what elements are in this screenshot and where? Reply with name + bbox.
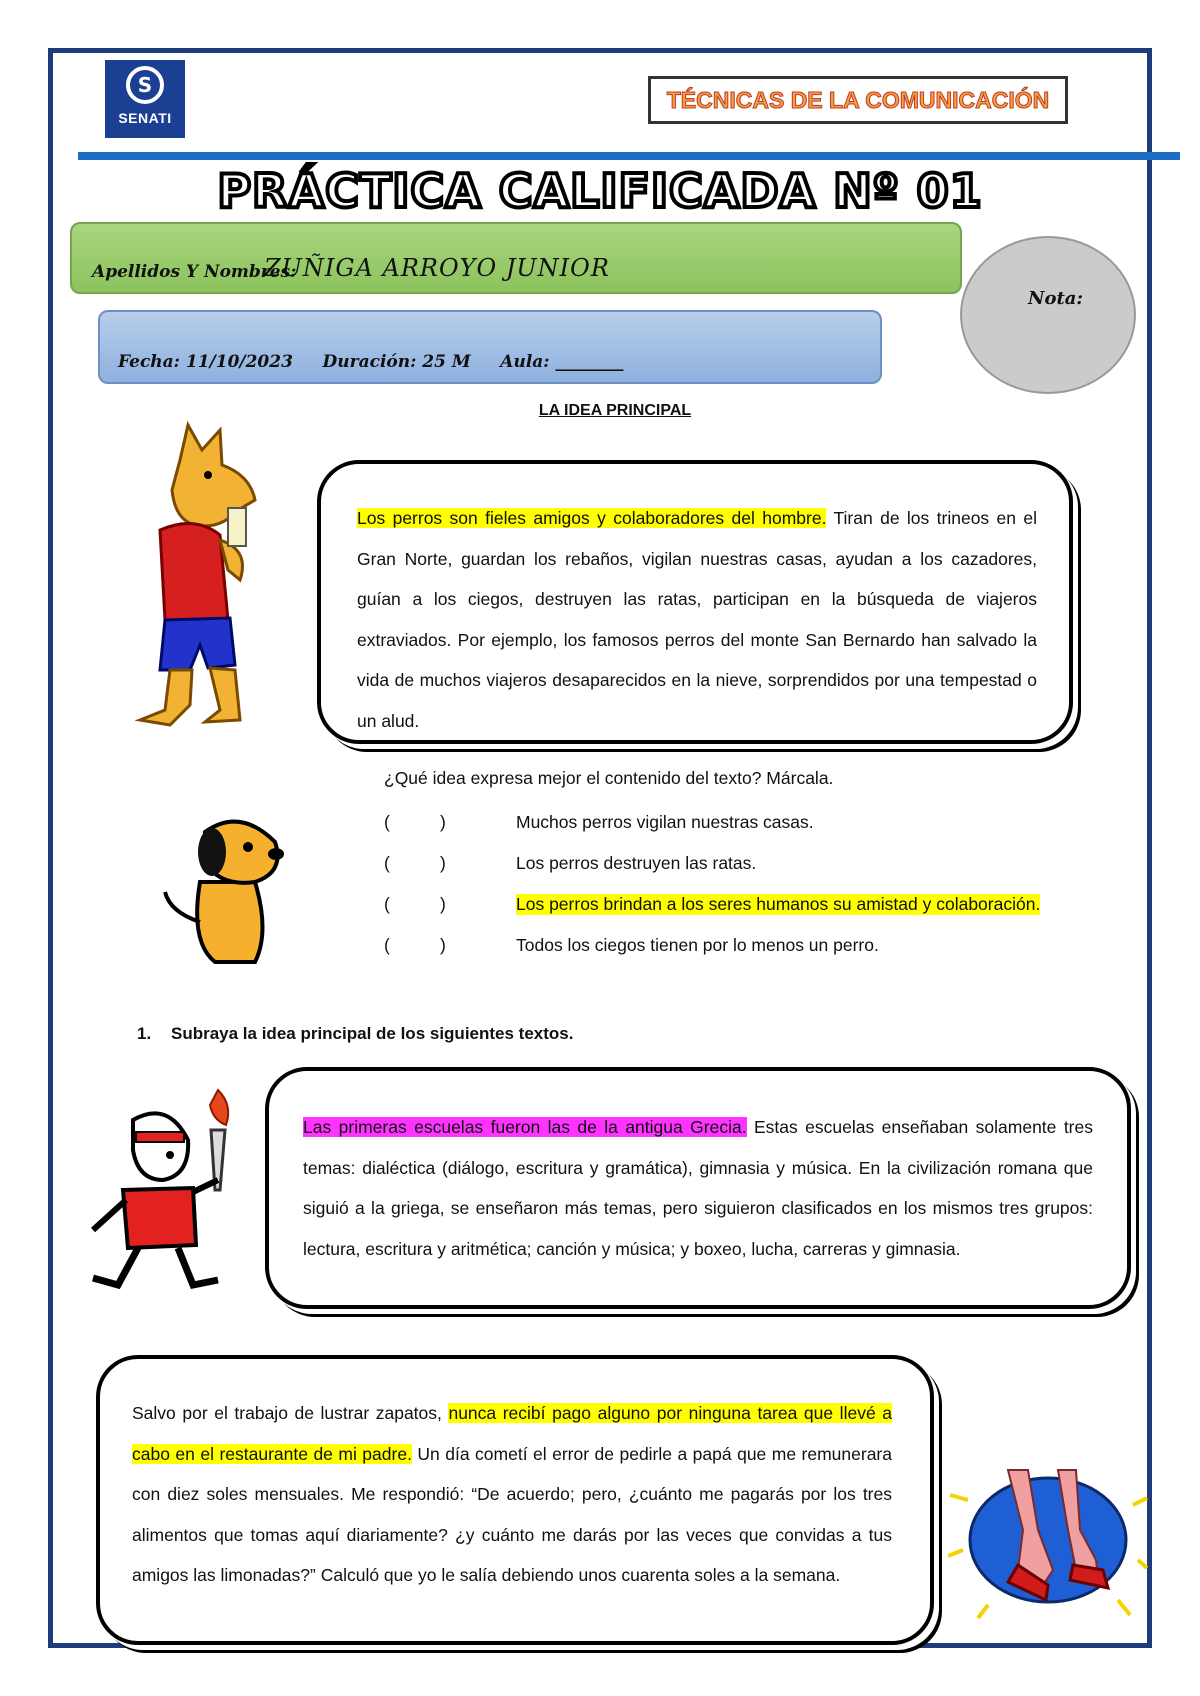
option-bracket-close[interactable]: ): [440, 935, 446, 955]
option-bracket-close[interactable]: ): [440, 812, 446, 832]
option-bracket-open[interactable]: (: [384, 935, 390, 955]
option-text: Muchos perros vigilan nuestras casas.: [516, 812, 814, 832]
logo-text: SENATI: [118, 110, 172, 126]
text-dogs-body: Tiran de los trineos en el Gran Norte, guardan los rebaños, vigilan nuestras casas, ayudan a los cazadores, guían a los ciegos, destruyen las ratas, participan en la búsqueda de viajeros extraviados. Por ejemplo, los famosos perros del monte San Bernardo han salvado la vida de muchos viajeros desaparecidos en la nieve, sorprendidos por una tempestad o un alud.: [357, 508, 1038, 731]
course-title-box: [648, 76, 1068, 124]
torch-runner-illustration: [78, 1080, 248, 1300]
option-bracket-close[interactable]: ): [440, 894, 446, 914]
date-line[interactable]: Fecha: 11/10/2023 Duración: 25 M Aula: ________: [118, 352, 624, 372]
question-text: ¿Qué idea expresa mejor el contenido del texto? Márcala.: [384, 768, 834, 788]
task-text: Subraya la idea principal de los siguientes textos.: [171, 1024, 574, 1043]
text-schools-body: Estas escuelas enseñaban solamente tres temas: dialéctica (diálogo, escritura y gramática), gimnasia y música. En la civilización romana que siguió a la griega, se enseñaron más temas, pero siguieron clasificados en los mismos tres grupos: lectura, escritura y aritmética; canción y música; y boxeo, lucha, carreras y gimnasia.: [303, 1117, 1093, 1259]
option-row[interactable]: [384, 894, 1144, 935]
main-idea-highlight: Las primeras escuelas fueron las de la antigua Grecia.: [303, 1117, 747, 1137]
text-dogs: [357, 498, 1037, 741]
option-row[interactable]: [384, 935, 1144, 976]
senati-logo-icon: S: [126, 66, 164, 104]
date-box: [98, 310, 882, 384]
dog-drinking-illustration: [110, 420, 270, 730]
task-instruction: [137, 1024, 573, 1044]
text-box-dogs: [317, 460, 1073, 744]
text-shoes-body: Un día cometí el error de pedirle a papá que me remunerara con diez soles mensuales. Me respondió: “De acuerdo; pero, ¿cuánto me pagarás por los tres alimentos que tomas aquí diariamente? ¿y cuánto me darás por las veces que convidas a tus amigos las limonadas?” Calculó que yo le salía debiendo unos cuarenta soles a la semana.: [132, 1443, 892, 1585]
grade-label: Nota:: [1028, 288, 1084, 309]
senati-logo: [105, 60, 185, 138]
option-bracket-open[interactable]: (: [384, 894, 390, 914]
section-title: LA IDEA PRINCIPAL: [538, 402, 692, 419]
grade-circle: [960, 236, 1136, 394]
answer-options: [384, 812, 1144, 976]
option-bracket-open[interactable]: (: [384, 853, 390, 873]
option-text-selected: Los perros brindan a los seres humanos su amistad y colaboración.: [516, 894, 1041, 914]
red-shoes-illustration: [948, 1460, 1148, 1620]
option-row[interactable]: [384, 853, 1144, 894]
puppy-illustration: [160, 812, 300, 972]
text-shoes: [132, 1393, 892, 1596]
option-bracket-close[interactable]: ): [440, 853, 446, 873]
name-value[interactable]: ZUÑIGA ARROYO JUNIOR: [264, 254, 610, 282]
course-title: TÉCNICAS DE LA COMUNICACIÓN: [666, 87, 1050, 113]
page-title: PRÁCTICA CALIFICADA Nº 01: [217, 164, 983, 218]
name-label: Apellidos Y Nombres:: [92, 262, 297, 282]
option-bracket-open[interactable]: (: [384, 812, 390, 832]
option-text: Los perros destruyen las ratas.: [516, 853, 757, 873]
text-box-schools: [265, 1067, 1131, 1309]
task-number: 1.: [137, 1024, 152, 1043]
text-shoes-intro: Salvo por el trabajo de lustrar zapatos,: [132, 1403, 449, 1423]
name-box: [70, 222, 962, 294]
text-box-shoes: [96, 1355, 934, 1645]
main-idea-highlight: nunca recibí pago alguno por ninguna tarea que llevé a cabo en el restaurante de mi padre.: [132, 1403, 892, 1464]
text-schools: [303, 1107, 1093, 1269]
option-row[interactable]: [384, 812, 1144, 853]
option-text: Todos los ciegos tienen por lo menos un perro.: [516, 935, 879, 955]
main-idea-highlight: Los perros son fieles amigos y colaboradores del hombre.: [357, 508, 827, 528]
header-rule: [78, 152, 1180, 160]
